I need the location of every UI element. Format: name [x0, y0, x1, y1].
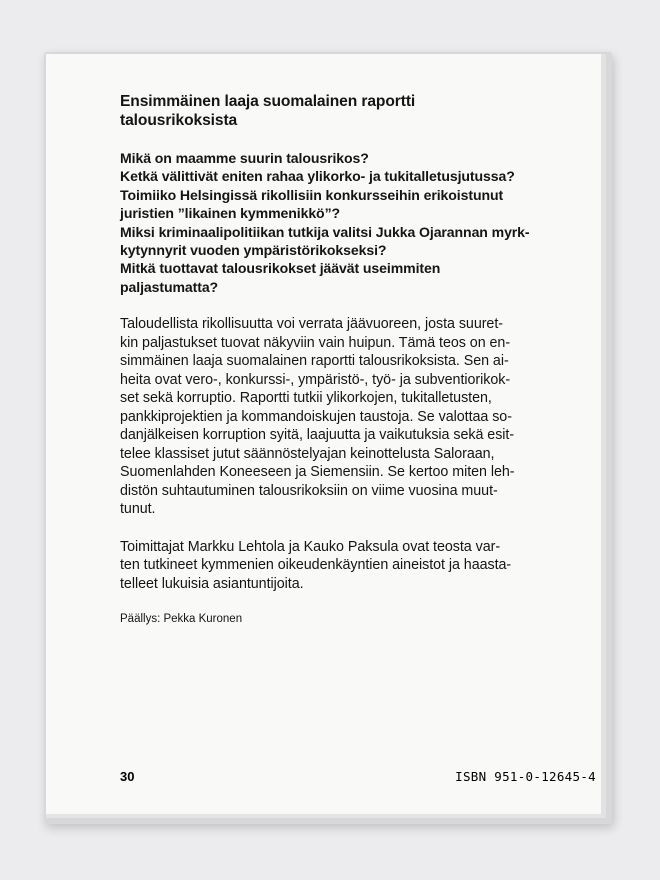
paragraph-line: telee klassiset jutut säännöstelyajan keinottelusta Saloraan,: [120, 445, 495, 462]
paragraph-line: Suomenlahden Koneeseen ja Siemensiin. Se kertoo miten leh-: [120, 464, 515, 481]
page-number: 30: [120, 769, 135, 784]
paragraph-line: Taloudellista rikollisuutta voi verrata jäävuoreen, josta suuret-: [120, 316, 503, 333]
paragraph-line: ten tutkineet kymmenien oikeudenkäyntien aineistot ja haasta-: [120, 557, 512, 574]
paragraph-line: set sekä korruptio. Raportti tutkii ylikorkojen, tukitalletusten,: [120, 390, 492, 407]
question-line: Mitkä tuottavat talousrikokset jäävät useimmiten: [120, 260, 441, 277]
isbn: ISBN 951-0-12645-4: [455, 769, 596, 784]
book-back-cover: [46, 54, 606, 818]
footer-row: [120, 769, 596, 785]
paragraph-line: danjälkeisen korruption syitä, laajuutta ja vaikutuksia sekä esit-: [120, 427, 515, 444]
question-list: [120, 149, 560, 296]
paragraph-line: Toimittajat Markku Lehtola ja Kauko Paksula ovat teosta var-: [120, 538, 501, 555]
authors-paragraph: [120, 538, 560, 594]
description-paragraph: [120, 315, 560, 519]
paragraph-line: heita ovat vero-, konkurssi-, ympäristö-, työ- ja subventiorikok-: [120, 371, 511, 388]
question-line: Miksi kriminaalipolitiikan tutkija valitsi Jukka Ojarannan myrk-: [120, 223, 530, 240]
paragraph-line: simmäinen laaja suomalainen raportti talousrikoksista. Sen ai-: [120, 353, 509, 370]
question-line: Mikä on maamme suurin talousrikos?: [120, 150, 369, 166]
paragraph-line: telleet lukuisia asiantuntijoita.: [120, 575, 304, 592]
paragraph-line: pankkiprojektien ja kommandoiskujen taustoja. Se valottaa so-: [120, 408, 512, 425]
headline-line: Ensimmäinen laaja suomalainen raportti: [120, 93, 416, 110]
question-line: kytynnyrit vuoden ympäristörikokseksi?: [120, 242, 387, 259]
question-line: Toimiiko Helsingissä rikollisiin konkursseihin erikoistunut: [120, 186, 504, 203]
headline: [120, 92, 560, 130]
question-line: Ketkä välittivät eniten rahaa ylikorko- ja tukitalletusjutussa?: [120, 168, 515, 185]
paragraph-line: tunut.: [120, 501, 156, 518]
paragraph-line: kin paljastukset tuovat näkyviin vain huipun. Tämä teos on en-: [120, 334, 511, 351]
cover-text: [120, 92, 560, 626]
question-line: paljastumatta?: [120, 278, 219, 295]
paragraph-line: distön suhtautuminen talousrikoksiin on viime vuosina muut-: [120, 482, 498, 499]
question-line: juristien ”likainen kymmenikkö”?: [120, 205, 341, 222]
cover-credit: Päällys: Pekka Kuronen: [120, 613, 243, 626]
headline-line: talousrikoksista: [120, 112, 238, 129]
